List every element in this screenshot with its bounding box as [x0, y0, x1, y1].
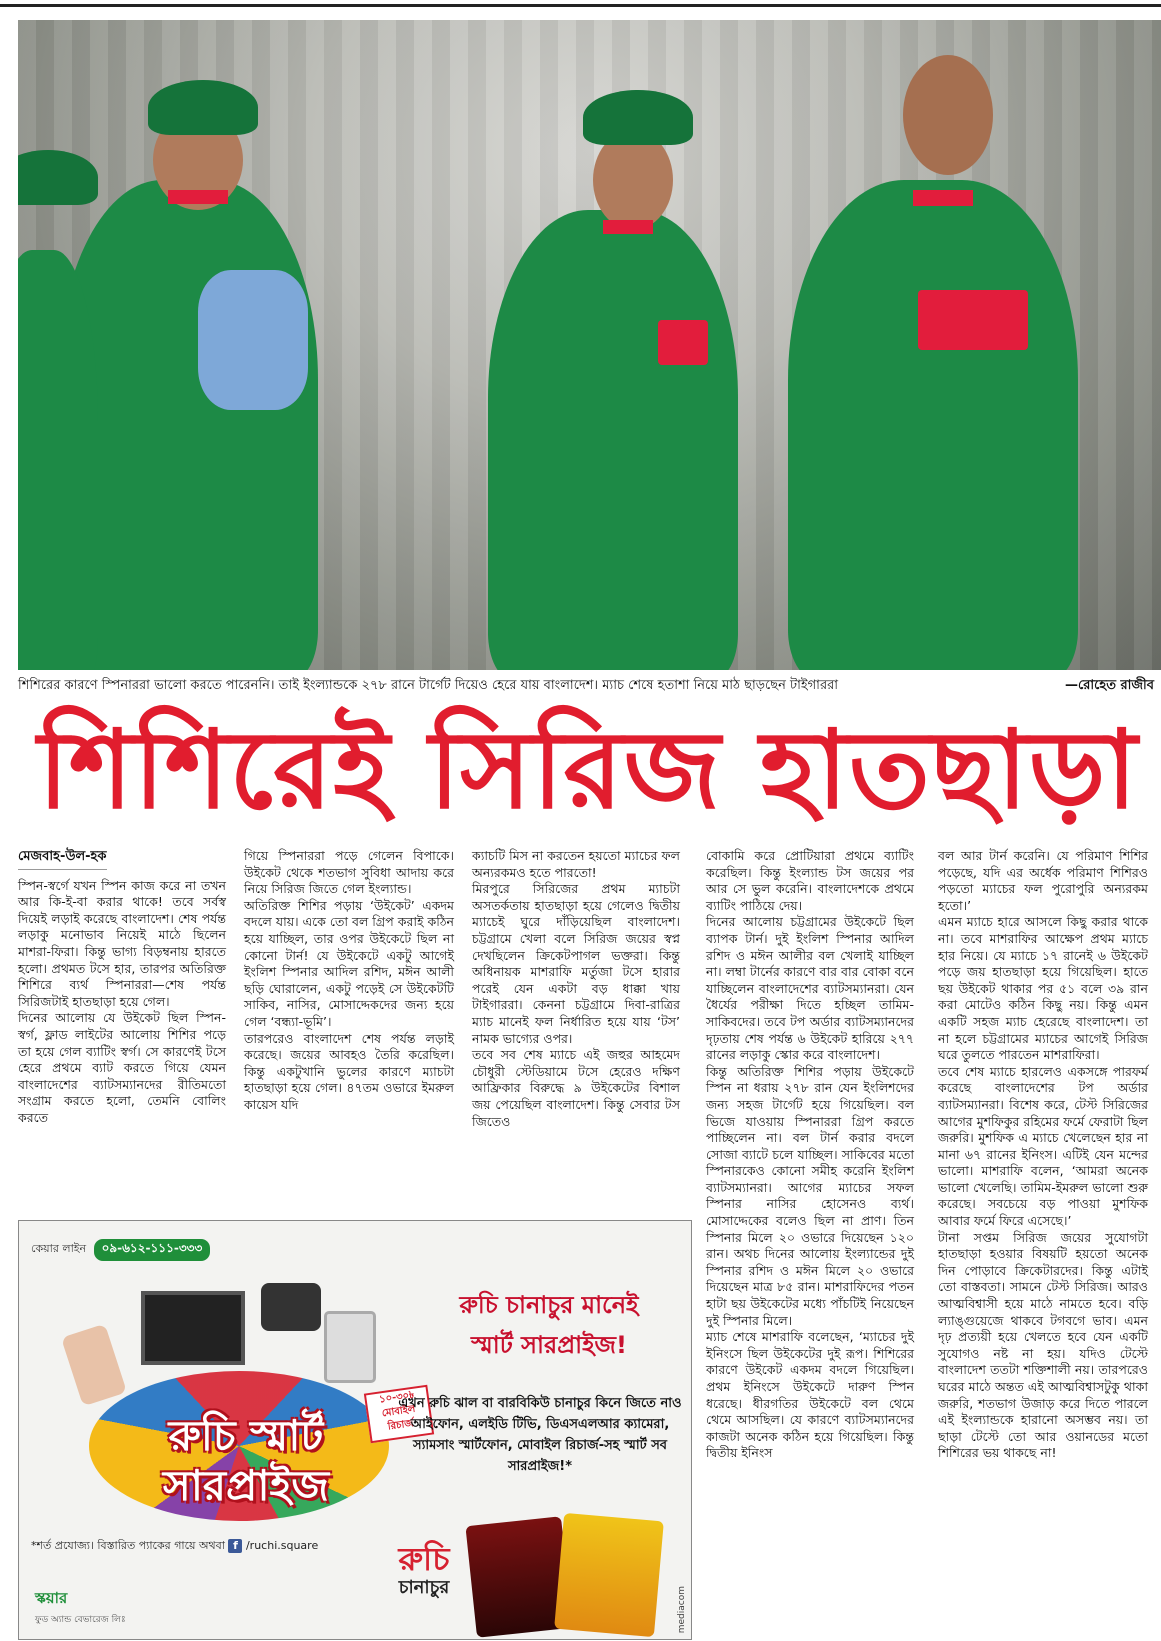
article-column-5	[938, 848, 1148, 1462]
player-figure-middle	[488, 210, 738, 670]
brand-line-1: রুচি স্মার্ট	[168, 1411, 324, 1460]
paragraph: অতিরিক্ত শিশির পড়ায় ‘উইকেট’ একদম বদলে যায়। একে তো বল গ্রিপ করাই কঠিন হয়ে যাচ্ছিল, তার ওপর উইকেটে ছিল না কোনো টার্ন! যে উইকেটে একটু আগেই ইংলিশ স্পিনার আদিল রশিদ, মঈন আলী ছড়ি ঘোরালেন, একটু পড়েই সে উইকেটটি সাকিব, নাসির, মোসাদ্দেকদের জন্য হয়ে গেল ‘বন্ধ্যা-ভূমি’।	[244, 897, 454, 1029]
paragraph: কিন্তু অতিরিক্ত শিশির পড়ায় উইকেটে স্পিন না ধরায় ২৭৮ রান যেন ইংলিশদের জন্য সহজ টার্গেট হয়ে গিয়েছিল। বল ভিজে যাওয়ায় স্পিনাররা গ্রিপ করতে পাচ্ছিলেন না। বল টার্ন করার বদলে সোজা ব্যাটে চলে যাচ্ছিল। সাকিবের মতো স্পিনারকেও কোনো সমীহ করেনি ইংলিশ ব্যাটসম্যানরা। আগের ম্যাচের সফল স্পিনার নাসির হোসেনও ব্যর্থ। মোসাদ্দেকের বলেও ছিল না প্রাণ। তিন স্পিনার মিলে ২০ ওভারে দিয়েছেন ১২০ রান। অথচ দিনের আলোয় ইংল্যান্ডের দুই স্পিনার রশিদ ও মঈন মিলে ২০ ওভারে দিয়েছেন মাত্র ৮৫ রান। মাশরাফিদের পতন হাটা ছয় উইকেটের মধ্যে পাঁচটিই নিয়েছেন দুই স্পিনার মিলে।	[706, 1063, 914, 1328]
chanachur-pack-bbq	[554, 1513, 664, 1637]
paragraph: ক্যাচটি মিস না করতেন হয়তো ম্যাচের ফল অন্যরকমও হতে পারতো!	[472, 848, 680, 880]
recharge-label: মোবাইল	[381, 1403, 417, 1420]
tv-icon	[141, 1291, 245, 1365]
photo-credit: —রোহেত রাজীব	[1064, 678, 1154, 693]
paragraph: দিনের আলোয় যে উইকেট ছিল স্পিন-স্বর্গ, ফ্লাড লাইটের আলোয় শিশির পড়ে তা হয়ে গেল ব্যাটিং স্বর্গ। সে কারণেই টসে হেরে প্রথমে ব্যাট করতে গিয়ে যেমন বাংলাদেশের ব্যাটসম্যানদের রীতিমতো সংগ্রাম করতে হলো, তেমনি বোলিং করতে	[18, 1010, 226, 1125]
recharge-label-2: রিচার্জ	[387, 1418, 415, 1433]
facebook-handle[interactable]: /ruchi.square	[245, 1539, 319, 1552]
tagline-line-2: স্মার্ট সারপ্রাইজ!	[471, 1331, 627, 1359]
brand-line-2: সারপ্রাইজ	[163, 1461, 329, 1510]
care-line-number: ০৯-৬১২-১১১-৩৩৩	[94, 1239, 211, 1261]
article-column-3	[472, 848, 680, 1130]
paragraph: গিয়ে স্পিনাররা পড়ে গেলেন বিপাকে। উইকেট থেকে শতভাগ সুবিধা আদায় করে নিয়ে সিরিজ জিতে গেল ইংল্যান্ড।	[244, 848, 454, 897]
tablet-icon	[324, 1311, 376, 1383]
paragraph: মিরপুরে সিরিজের প্রথম ম্যাচটা অসতর্কতায় হাতছাড়া হয়ে গেলেও দ্বিতীয় ম্যাচেই ঘুরে দাঁড়িয়েছিল বাংলাদেশ। চট্টগ্রামে খেলা বলে সিরিজ জয়ের স্বপ্ন দেখছিলেন ক্রিকেটপাগল ভক্তরা। কিন্তু অধিনায়ক মাশরাফি মর্তুজা টসে হারার পরেই যেন একটা বড় ধাক্কা খায় টাইগাররা। কেননা চট্টগ্রামে দিবা-রাত্রির ম্যাচ মানেই ফল নির্ধারিত হয়ে যায় ‘টস’ নামক ভাগ্যের ওপর।	[472, 881, 680, 1046]
towel	[198, 270, 308, 410]
care-line	[31, 1239, 210, 1261]
paragraph: তারপরেও বাংলাদেশ শেষ পর্যন্ত লড়াই করেছে। জয়ের আবহও তৈরি করেছিল। কিন্তু একটুখানি ভুলের কারণে ম্যাচটা হাতছাড়া হয়ে গেল। ৪৭তম ওভারে ইমরুল কায়েস যদি	[244, 1030, 454, 1112]
match-photo	[18, 20, 1161, 670]
product-subtitle: চানাচুর	[398, 1577, 450, 1598]
article-column-2	[244, 848, 454, 1114]
paragraph: এমন ম্যাচে হারে আসলে কিছু করার থাকে না। তবে মাশরাফির আক্ষেপ প্রথম ম্যাচে হার নিয়ে। যে ম্যাচে ১৭ রানেই ৬ উইকেট পড়ে জয় হাতছাড়া হয়ে গিয়েছিল। হাতে ছয় উইকেট থাকার পর ৫১ বলে ৩৯ রান করা মোটেও কঠিন কিছু নয়। কিন্তু এমন একটি সহজ ম্যাচ হেরেছে বাংলাদেশ। তা না হলে চট্টগ্রামের ম্যাচের আগেই সিরিজ ঘরে তুলতে পারতেন মাশরাফিরা।	[938, 914, 1148, 1063]
advertisement	[18, 1220, 692, 1640]
player-figure-right	[788, 180, 1078, 670]
terms-text: *শর্ত প্রযোজ্য। বিস্তারিত প্যাকের গায়ে অথবা	[31, 1539, 225, 1552]
camera-icon	[261, 1283, 321, 1331]
tagline-line-1: রুচি চানাচুর মানেই	[459, 1291, 639, 1319]
paragraph: ম্যাচ শেষে মাশরাফি বলেছেন, ‘ম্যাচের দুই ইনিংসে ছিল উইকেটের দুই রূপ। শিশিরের কারণে উইকেট একদম বদলে গিয়েছিল। প্রথম ইনিংসে উইকেটে দারুণ স্পিন ধরেছে। ধীরগতির উইকেটে বল থেমে থেমে আসছিল। যে কারণে ব্যাটসম্যানদের কাজটা অনেক কঠিন হয়ে গিয়েছিল। কিন্তু দ্বিতীয় ইনিংস	[706, 1329, 914, 1461]
top-rule	[0, 4, 1161, 7]
recharge-amount: ১০-৩০৳	[378, 1389, 415, 1406]
ad-terms	[31, 1537, 318, 1556]
company-name: স্কয়ার	[35, 1589, 68, 1607]
paragraph: টানা সপ্তম সিরিজ জয়ের সুযোগটা হাতছাড়া হওয়ার বিষয়টি হয়তো অনেক দিন পোড়াবে ক্রিকেটারদের। কিন্তু এটাই তো বাস্তবতা। সামনে টেস্ট সিরিজ। আরও আত্মবিশ্বাসী হয়ে মাঠে নামতে হবে। বড়ি ল্যাঙ্গুয়েজে থাকবে টগবগে ভাব। এমন দৃঢ় প্রত্যয়ী হয়ে খেলতে হবে যেন একটি সুযোগও নষ্ট না হয়। যদিও টেস্টে বাংলাদেশ ততটা শক্তিশালী নয়। তারপরেও ঘরের মাঠে অন্তত এই আত্মবিশ্বাসটুকু থাকা জরুরি, শতভাগ উজাড় করে দিতে পারলে এই ইংল্যান্ডকে হারানো অসম্ভব নয়। তা ছাড়া টেস্টে তো আর ওয়ানডের মতো শিশিরের ভয় থাকছে না!	[938, 1229, 1148, 1461]
paragraph: বোকামি করে প্রোটিয়ারা প্রথমে ব্যাটিং করেছিল। কিন্তু ইংল্যান্ড টস জয়ের পর আর সে ভুল করেনি। বাংলাদেশকে প্রথমে ব্যাটিং পাঠিয়ে দেয়।	[706, 848, 914, 913]
article-column-1	[18, 848, 226, 1127]
company-logo	[35, 1587, 126, 1627]
paragraph: দিনের আলোয় চট্টগ্রামের উইকেটে ছিল ব্যাপক টার্ন। দুই ইংলিশ স্পিনার আদিল রশিদ ও মঈন আলীর বল খেলাই যাচ্ছিল না। লম্বা টার্নের কারণে বার বার বোকা বনে যাচ্ছিলেন বাংলাদেশের ব্যাটসম্যানরা। যেন ধৈর্যের পরীক্ষা দিতে হচ্ছিল তামিম-সাকিবদের। তবে টপ অর্ডার ব্যাটসম্যানদের দৃঢ়তায় শেষ পর্যন্ত ৬ উইকেট হারিয়ে ২৭৭ রানের লড়াকু স্কোর করে বাংলাদেশ।	[706, 914, 914, 1063]
byline: মেজবাহ-উল-হক	[18, 849, 107, 870]
ad-tagline	[419, 1285, 679, 1365]
photo-caption	[18, 676, 1158, 696]
product-logo	[379, 1541, 469, 1599]
paragraph: তবে শেষ ম্যাচে হারলেও একসঙ্গে পারফর্ম করেছে বাংলাদেশের টপ অর্ডার ব্যাটসম্যানরা। বিশেষ করে, টেস্ট সিরিজের আগের মুশফিকুর রহিমের ফর্মে ফেরাটা ছিল জরুরি। মুশফিক এ ম্যাচে খেলেছেন হার না মানা ৬৭ রানের ইনিংস। এটিই যেন মন্দের ভালো। মাশরাফি বলেন, ‘আমরা অনেক ভালো খেলেছি। তামিম-ইমরুল ভালো শুরু করেছে। সবচেয়ে বড় পাওয়া মুশফিক আবার ফর্মে ফিরে এসেছে।’	[938, 1063, 1148, 1229]
player-figure-far-left	[18, 250, 98, 670]
caption-text: শিশিরের কারণে স্পিনাররা ভালো করতে পারেননি। তাই ইংল্যান্ডকে ২৭৮ রানে টার্গেট দিয়েও হেরে যায় বাংলাদেশ। ম্যাচ শেষে হতাশা নিয়ে মাঠ ছাড়ছেন টাইগাররা	[18, 678, 839, 693]
company-subtitle: ফুড অ্যান্ড বেভারেজ লিঃ	[35, 1615, 126, 1625]
article-column-4	[706, 848, 914, 1462]
smartphone-icon	[61, 1324, 127, 1407]
paragraph: বল আর টার্ন করেনি। যে পরিমাণ শিশির পড়েছে, যদি এর অর্ধেক পরিমাণ শিশিরও পড়তো ম্যাচের ফল পুরোপুরি অন্যরকম হতো।’	[938, 848, 1148, 913]
headline: শিশিরেই সিরিজ হাতছাড়া	[37, 707, 1139, 833]
facebook-icon: f	[228, 1539, 242, 1553]
paragraph: তবে সব শেষ ম্যাচে এই জহুর আহমেদ চৌধুরী স্টেডিয়ামে টসে হেরেও দক্ষিণ আফ্রিকার বিরুদ্ধে ৯ উইকেটের বিশাল জয় পেয়েছিল বাংলাদেশ। কিন্তু সেবার টস জিতেও	[472, 1047, 680, 1129]
ad-brand-logo	[111, 1411, 381, 1511]
product-name: রুচি	[398, 1540, 450, 1578]
ad-body-text: এখন রুচি ঝাল বা বারবিকিউ চানাচুর কিনে জিতে নাও আইফোন, এলইডি টিভি, ডিএসএলআর ক্যামেরা, স্যামসাং স্মার্টফোন, মোবাইল রিচার্জ-সহ স্মার্ট সব সারপ্রাইজ!*	[398, 1396, 682, 1474]
care-line-label: কেয়ার লাইন	[31, 1242, 87, 1255]
agency-credit: mediacom	[677, 1585, 687, 1633]
paragraph: স্পিন-স্বর্গে যখন স্পিন কাজ করে না তখন আর কি-ই-বা করার থাকে! তবে সর্বস্ব দিয়েই লড়াই করেছে বাংলাদেশ। শেষ পর্যন্ত লড়াকু মনোভাব নিয়েই মাঠে ছিলেন মাশরা-ফিরা। কিন্তু ভাগ্য বিড়ম্বনায় হারতে হলো। প্রথমত টসে হার, তারপর অতিরিক্ত শিশিরে ব্যর্থ স্পিনাররা—শেষ পর্যন্ত সিরিজটাই হাতছাড়া হয়ে গেল।	[18, 877, 226, 1009]
